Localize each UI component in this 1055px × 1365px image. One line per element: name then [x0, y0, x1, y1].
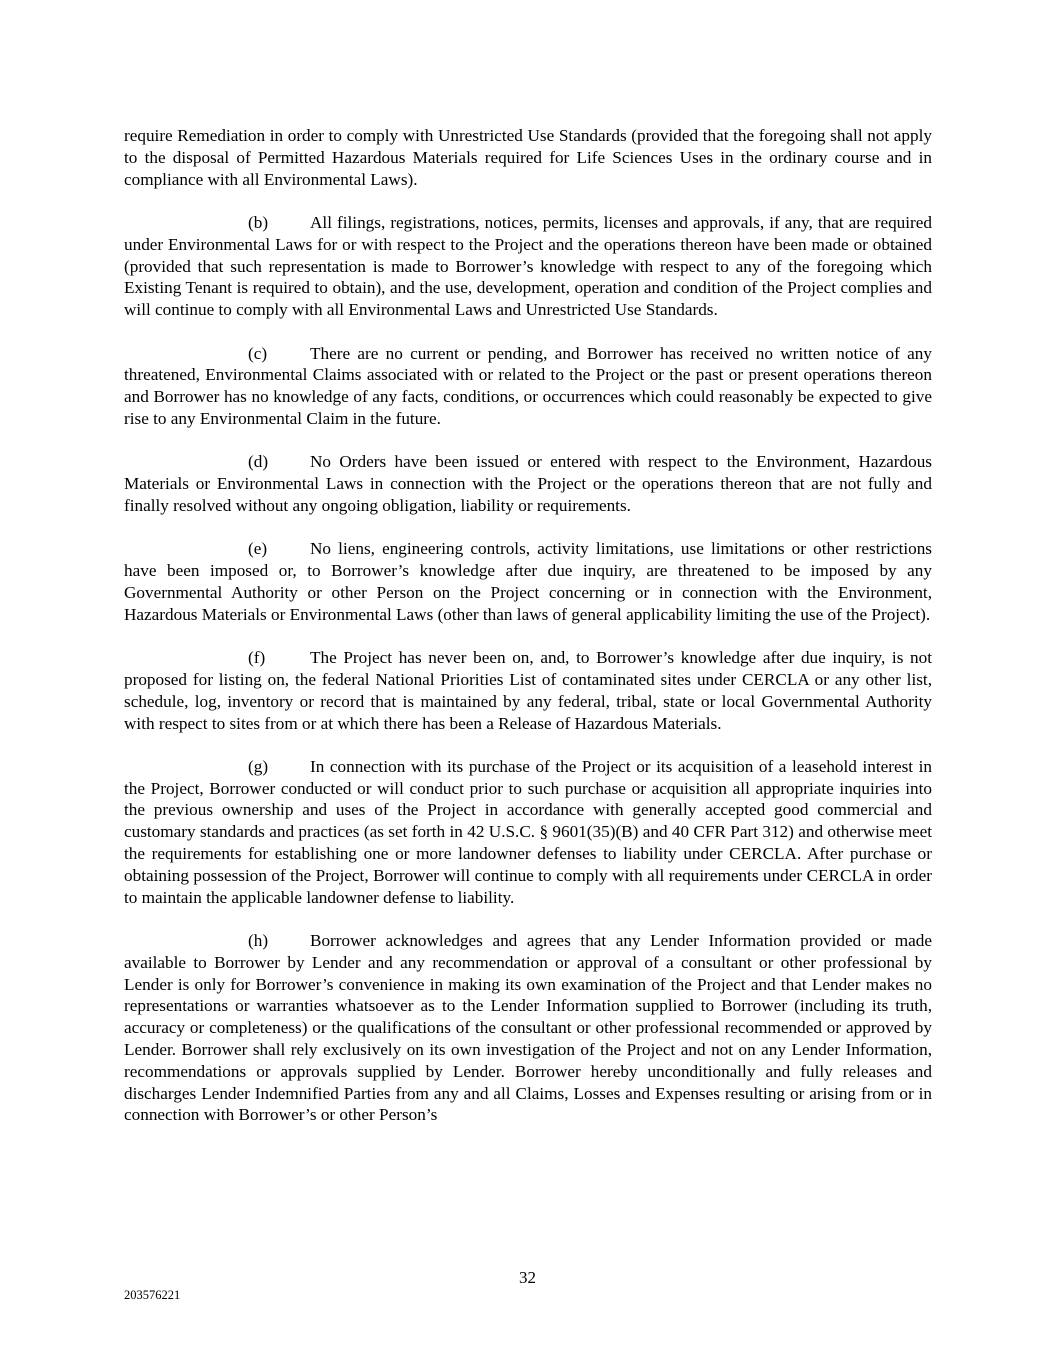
paragraph-label: (h) — [248, 931, 269, 951]
paragraph-f — [124, 647, 932, 734]
paragraph-text: Borrower acknowledges and agrees that any Lender Information provided or made available to Borrower by Lender and any recommendation or approval of a consultant or other professional by Lender is only for Borrower’s convenience in making its own examination of the Project and that Lender makes no representations or warranties whatsoever as to the Lender Information supplied to Borrower (including its truth, accuracy or completeness) or the qualifications of the consultant or other professional recommended or approved by Lender. Borrower shall rely exclusively on its own investigation of the Project and not on any Lender Information, recommendations or approvals supplied by Lender. Borrower hereby unconditionally and fully releases and discharges Lender Indemnified Parties from any and all Claims, Losses and Expenses resulting or arising from or in connection with Borrower’s or other Person’s — [124, 931, 932, 1125]
continuation-paragraph: require Remediation in order to comply with Unrestricted Use Standards (provided that the foregoing shall not apply to the disposal of Permitted Hazardous Materials required for Life Sciences Uses in the ordinary course and in compliance with all Environmental Laws). — [124, 126, 932, 189]
paragraph-c — [124, 343, 932, 430]
paragraph-label: (e) — [248, 539, 268, 559]
paragraph-text: No liens, engineering controls, activity limitations, use limitations or other restrictions have been imposed or, to Borrower’s knowledge after due inquiry, are threatened to be imposed by any Governmental Authority or other Person on the Project concerning or in connection with the Environment, Hazardous Materials or Environmental Laws (other than laws of general applicability limiting the use of the Project). — [124, 539, 932, 624]
page-body — [124, 125, 932, 1148]
page-number: 32 — [519, 1268, 536, 1287]
paragraph-g — [124, 756, 932, 909]
paragraph-label: (g) — [248, 756, 269, 776]
document-id: 203576221 — [124, 1288, 181, 1302]
paragraph-e — [124, 538, 932, 625]
paragraph-text: All filings, registrations, notices, permits, licenses and approvals, if any, that are required under Environmental Laws for or with respect to the Project and the operations thereon have been made or obtained (provided that such representation is made to Borrower’s knowledge with respect to any of the foregoing which Existing Tenant is required to obtain), and the use, development, operation and condition of the Project complies and will continue to comply with all Environmental Laws and Unrestricted Use Standards. — [124, 212, 932, 320]
paragraph-d — [124, 451, 932, 516]
paragraph-label: (b) — [248, 212, 269, 232]
paragraph-label: (d) — [248, 452, 269, 472]
paragraph-label: (f) — [248, 648, 266, 668]
paragraph-b — [124, 212, 932, 321]
paragraph-label: (c) — [248, 343, 268, 363]
paragraph-text: In connection with its purchase of the Project or its acquisition of a leasehold interest in the Project, Borrower conducted or will conduct prior to such purchase or acquisition all appropriate inquiries into the previous ownership and uses of the Project in accordance with generally accepted good commercial and customary standards and practices (as set forth in 42 U.S.C. § 9601(35)(B) and 40 CFR Part 312) and otherwise meet the requirements for establishing one or more landowner defenses to liability under CERCLA. After purchase or obtaining possession of the Project, Borrower will continue to comply with all requirements under CERCLA in order to maintain the applicable landowner defense to liability. — [124, 756, 932, 907]
paragraph-text: The Project has never been on, and, to Borrower’s knowledge after due inquiry, is not proposed for listing on, the federal National Priorities List of contaminated sites under CERCLA or any other list, schedule, log, inventory or record that is maintained by any federal, tribal, state or local Governmental Authority with respect to sites from or at which there has been a Release of Hazardous Materials. — [124, 648, 932, 733]
paragraph-text: No Orders have been issued or entered with respect to the Environment, Hazardous Materials or Environmental Laws in connection with the Project or the operations thereon that are not fully and finally resolved without any ongoing obligation, liability or requirements. — [124, 452, 932, 515]
paragraph-text: There are no current or pending, and Borrower has received no written notice of any threatened, Environmental Claims associated with or related to the Project or the past or present operations thereon and Borrower has no knowledge of any facts, conditions, or occurrences which could reasonably be expected to give rise to any Environmental Claim in the future. — [124, 343, 932, 428]
paragraph-h — [124, 930, 932, 1126]
